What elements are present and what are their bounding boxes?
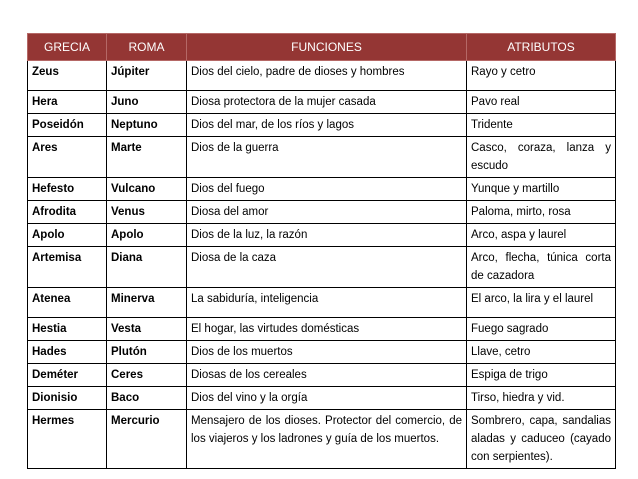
cell-funciones: Dios de la luz, la razón	[187, 224, 467, 247]
cell-grecia: Afrodita	[28, 201, 107, 224]
cell-grecia: Hades	[28, 341, 107, 364]
cell-funciones: La sabiduría, inteligencia	[187, 288, 467, 318]
cell-funciones: Dios del cielo, padre de dioses y hombres	[187, 61, 467, 91]
cell-atributos: El arco, la lira y el laurel	[467, 288, 616, 318]
header-funciones: FUNCIONES	[187, 34, 467, 61]
cell-roma: Ceres	[107, 364, 187, 387]
cell-atributos: Sombrero, capa, sandalias aladas y caduceo (cayado con serpientes).	[467, 410, 616, 469]
cell-grecia: Hermes	[28, 410, 107, 469]
cell-grecia: Apolo	[28, 224, 107, 247]
table-row	[28, 410, 616, 469]
cell-atributos: Tirso, hiedra y vid.	[467, 387, 616, 410]
cell-grecia: Atenea	[28, 288, 107, 318]
cell-grecia: Ares	[28, 137, 107, 178]
cell-roma: Vulcano	[107, 178, 187, 201]
table-row	[28, 247, 616, 288]
cell-funciones: Dios de los muertos	[187, 341, 467, 364]
cell-atributos: Arco, aspa y laurel	[467, 224, 616, 247]
table-row	[28, 224, 616, 247]
cell-roma: Minerva	[107, 288, 187, 318]
cell-funciones: Diosas de los cereales	[187, 364, 467, 387]
cell-roma: Neptuno	[107, 114, 187, 137]
cell-roma: Apolo	[107, 224, 187, 247]
table-row	[28, 288, 616, 318]
cell-atributos: Fuego sagrado	[467, 318, 616, 341]
gods-table-container	[27, 33, 615, 469]
table-row	[28, 318, 616, 341]
table-row	[28, 114, 616, 137]
cell-grecia: Hestia	[28, 318, 107, 341]
cell-funciones: El hogar, las virtudes domésticas	[187, 318, 467, 341]
table-row	[28, 364, 616, 387]
cell-atributos: Yunque y martillo	[467, 178, 616, 201]
table-row	[28, 178, 616, 201]
cell-roma: Baco	[107, 387, 187, 410]
table-row	[28, 91, 616, 114]
cell-funciones: Diosa del amor	[187, 201, 467, 224]
cell-grecia: Artemisa	[28, 247, 107, 288]
cell-roma: Mercurio	[107, 410, 187, 469]
cell-roma: Venus	[107, 201, 187, 224]
header-grecia: GRECIA	[28, 34, 107, 61]
cell-funciones: Dios de la guerra	[187, 137, 467, 178]
cell-roma: Júpiter	[107, 61, 187, 91]
table-row	[28, 61, 616, 91]
cell-atributos: Rayo y cetro	[467, 61, 616, 91]
cell-grecia: Hefesto	[28, 178, 107, 201]
cell-funciones: Diosa protectora de la mujer casada	[187, 91, 467, 114]
cell-funciones: Dios del mar, de los ríos y lagos	[187, 114, 467, 137]
cell-funciones: Dios del vino y la orgía	[187, 387, 467, 410]
cell-grecia: Hera	[28, 91, 107, 114]
cell-grecia: Deméter	[28, 364, 107, 387]
cell-grecia: Dionisio	[28, 387, 107, 410]
header-row	[28, 34, 616, 61]
cell-funciones: Diosa de la caza	[187, 247, 467, 288]
table-row	[28, 137, 616, 178]
table-row	[28, 341, 616, 364]
cell-grecia: Zeus	[28, 61, 107, 91]
gods-table	[27, 33, 616, 469]
cell-atributos: Arco, flecha, túnica corta de cazadora	[467, 247, 616, 288]
cell-atributos: Paloma, mirto, rosa	[467, 201, 616, 224]
cell-funciones: Dios del fuego	[187, 178, 467, 201]
cell-funciones: Mensajero de los dioses. Protector del comercio, de los viajeros y los ladrones y guía de los muertos.	[187, 410, 467, 469]
header-roma: ROMA	[107, 34, 187, 61]
cell-roma: Marte	[107, 137, 187, 178]
table-row	[28, 387, 616, 410]
cell-roma: Vesta	[107, 318, 187, 341]
cell-atributos: Tridente	[467, 114, 616, 137]
cell-grecia: Poseidón	[28, 114, 107, 137]
cell-atributos: Pavo real	[467, 91, 616, 114]
cell-atributos: Llave, cetro	[467, 341, 616, 364]
cell-roma: Juno	[107, 91, 187, 114]
cell-atributos: Casco, coraza, lanza y escudo	[467, 137, 616, 178]
table-row	[28, 201, 616, 224]
header-atributos: ATRIBUTOS	[467, 34, 616, 61]
cell-roma: Plutón	[107, 341, 187, 364]
cell-atributos: Espiga de trigo	[467, 364, 616, 387]
cell-roma: Diana	[107, 247, 187, 288]
